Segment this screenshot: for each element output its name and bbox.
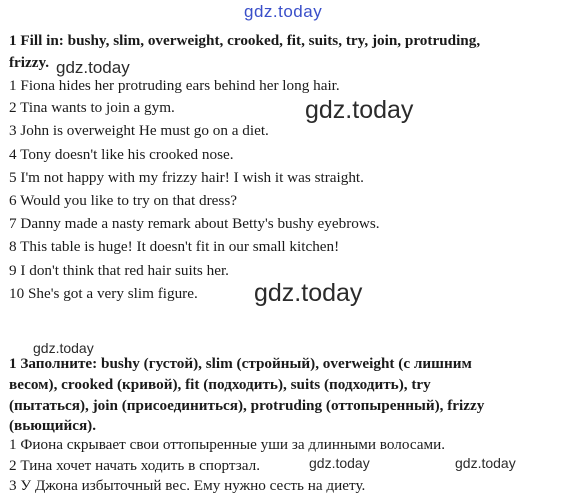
answer-item: 4 Tony doesn't like his crooked nose.	[9, 146, 234, 163]
translation-item: 1 Фиона скрывает свои оттопыренные уши за длинными волосами.	[9, 436, 446, 453]
answer-item: 3 John is overweight He must go on a diet.	[9, 122, 269, 139]
exercise-heading-ru: 1 Заполните: bushy (густой), slim (стройный), overweight (с лишним	[9, 355, 472, 372]
answer-item: 6 Would you like to try on that dress?	[9, 192, 237, 209]
answer-item: 10 She's got a very slim figure.	[9, 285, 198, 302]
watermark-large-2: gdz.today	[254, 279, 363, 307]
answer-item: 8 This table is huge! It doesn't fit in our small kitchen!	[9, 238, 340, 255]
exercise-heading-en-cont: frizzy.	[9, 54, 50, 71]
exercise-heading-en: 1 Fill in: bushy, slim, overweight, crooked, fit, suits, try, join, protruding,	[9, 32, 481, 49]
exercise-heading-ru: (вьющийся).	[9, 417, 97, 434]
exercise-heading-ru: (пытаться), join (присоединиться), protruding (оттопыренный), frizzy	[9, 397, 485, 414]
answer-item: 1 Fiona hides her protruding ears behind her long hair.	[9, 77, 340, 94]
translation-item: 2 Тина хочет начать ходить в спортзал.	[9, 457, 260, 474]
watermark-small-2: gdz.today	[33, 340, 94, 356]
watermark-top: gdz.today	[244, 2, 323, 21]
watermark-small-1: gdz.today	[56, 58, 130, 77]
answer-item: 9 I don't think that red hair suits her.	[9, 262, 229, 279]
answer-item: 2 Tina wants to join a gym.	[9, 99, 175, 116]
watermark-small-3: gdz.today	[309, 455, 370, 471]
exercise-heading-ru: весом), crooked (кривой), fit (подходить), suits (подходить), try	[9, 376, 431, 393]
answer-item: 7 Danny made a nasty remark about Betty's bushy eyebrows.	[9, 215, 380, 232]
watermark-small-4: gdz.today	[455, 455, 516, 471]
translation-item: 3 У Джона избыточный вес. Ему нужно сесть на диету.	[9, 477, 366, 494]
answer-item: 5 I'm not happy with my frizzy hair! I wish it was straight.	[9, 169, 364, 186]
watermark-large-1: gdz.today	[305, 96, 414, 124]
